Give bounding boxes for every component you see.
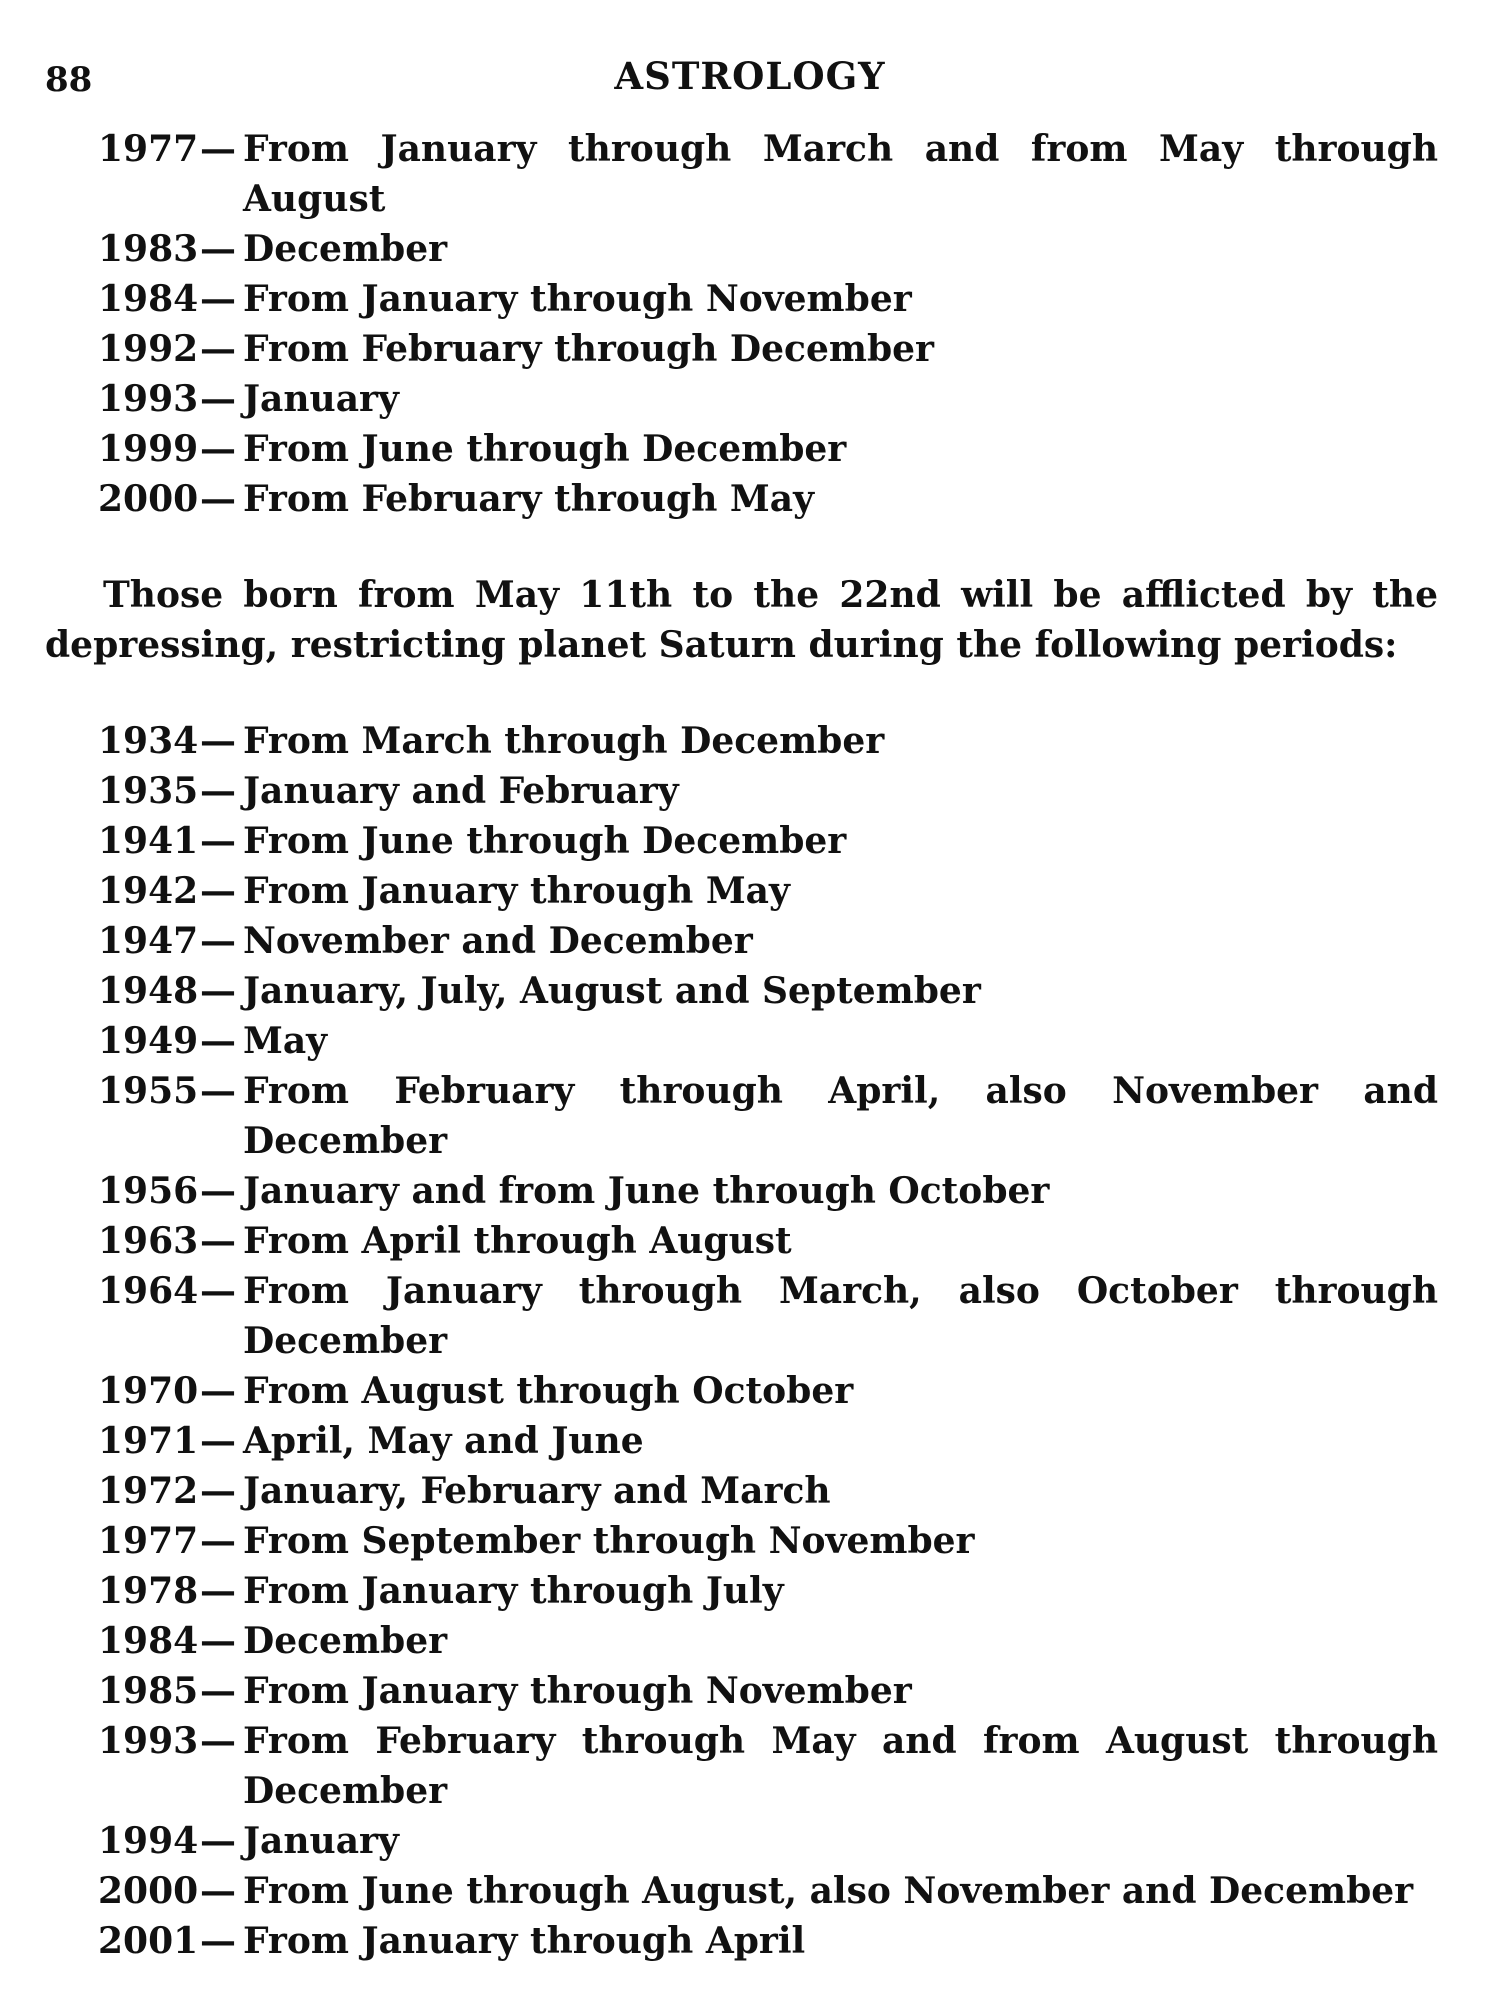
period-year: 1993 (98, 1720, 199, 1762)
period-entry (98, 1716, 1438, 1816)
page-number: 88 (45, 60, 93, 100)
period-year: 1948 (98, 970, 199, 1012)
period-entry (98, 1266, 1438, 1366)
period-description: From September through November (243, 1520, 975, 1562)
period-year: 1984 (98, 1620, 199, 1662)
period-entry (98, 916, 1438, 966)
period-year: 1978 (98, 1570, 199, 1612)
period-entry (98, 966, 1438, 1016)
period-description: From April through August (243, 1220, 792, 1262)
period-description: December (243, 228, 448, 270)
period-description: January (243, 1820, 399, 1862)
period-year: 1985 (98, 1670, 199, 1712)
running-head: ASTROLOGY (614, 54, 886, 98)
period-description: From January through November (243, 278, 912, 320)
em-dash: — (200, 1820, 236, 1862)
em-dash: — (200, 228, 236, 270)
period-entry (98, 1866, 1438, 1916)
em-dash: — (200, 1370, 236, 1412)
period-description: From February through April, also November and December (243, 1070, 1438, 1162)
em-dash: — (200, 128, 236, 170)
em-dash: — (200, 1720, 236, 1762)
period-year: 1977 (98, 128, 199, 170)
period-entry (98, 1066, 1438, 1166)
period-year: 1949 (98, 1020, 199, 1062)
em-dash: — (200, 478, 236, 520)
period-year: 1934 (98, 720, 199, 762)
periods-list-1 (98, 124, 1438, 524)
period-year: 1963 (98, 1220, 199, 1262)
period-entry (98, 324, 1438, 374)
period-description: January and from June through October (243, 1170, 1050, 1212)
period-description: From March through December (243, 720, 885, 762)
period-year: 1964 (98, 1270, 199, 1312)
period-year: 2000 (98, 1870, 199, 1912)
period-entry (98, 1416, 1438, 1466)
period-entry (98, 766, 1438, 816)
period-description: From June through August, also November and December (243, 1870, 1414, 1912)
em-dash: — (200, 970, 236, 1012)
period-description: From August through October (243, 1370, 854, 1412)
em-dash: — (200, 1520, 236, 1562)
period-description: From January through May (243, 870, 790, 912)
period-entry (98, 1816, 1438, 1866)
period-entry (98, 124, 1438, 224)
period-entry (98, 1166, 1438, 1216)
em-dash: — (200, 920, 236, 962)
period-year: 1970 (98, 1370, 199, 1412)
period-entry (98, 1466, 1438, 1516)
period-description: From January through July (243, 1570, 784, 1612)
period-year: 1955 (98, 1070, 199, 1112)
periods-list-2 (98, 716, 1438, 1966)
em-dash: — (200, 1170, 236, 1212)
em-dash: — (200, 1870, 236, 1912)
em-dash: — (200, 1020, 236, 1062)
period-description: January (243, 378, 399, 420)
period-entry (98, 474, 1438, 524)
period-description: From February through May (243, 478, 815, 520)
period-entry (98, 1016, 1438, 1066)
period-description: From January through March and from May through August (243, 128, 1438, 220)
period-year: 1972 (98, 1470, 199, 1512)
period-description: January, July, August and September (243, 970, 981, 1012)
em-dash: — (200, 1570, 236, 1612)
em-dash: — (200, 428, 236, 470)
period-entry (98, 866, 1438, 916)
em-dash: — (200, 870, 236, 912)
period-year: 1941 (98, 820, 199, 862)
period-entry (98, 424, 1438, 474)
period-entry (98, 1516, 1438, 1566)
period-entry (98, 1916, 1438, 1966)
period-year: 1999 (98, 428, 199, 470)
period-entry (98, 1566, 1438, 1616)
em-dash: — (200, 1620, 236, 1662)
em-dash: — (200, 820, 236, 862)
period-description: May (243, 1020, 328, 1062)
em-dash: — (200, 1670, 236, 1712)
period-year: 1971 (98, 1420, 199, 1462)
em-dash: — (200, 1420, 236, 1462)
period-entry (98, 374, 1438, 424)
period-year: 1956 (98, 1170, 199, 1212)
period-year: 1994 (98, 1820, 199, 1862)
period-entry (98, 816, 1438, 866)
period-year: 1993 (98, 378, 199, 420)
period-description: From June through December (243, 428, 847, 470)
period-description: November and December (243, 920, 753, 962)
period-entry (98, 274, 1438, 324)
intro-paragraph: Those born from May 11th to the 22nd will be afflicted by the depressing, restricting planet Saturn during the following periods: (45, 574, 1438, 666)
period-year: 1935 (98, 770, 199, 812)
period-year: 1992 (98, 328, 199, 370)
period-description: From January through November (243, 1670, 912, 1712)
em-dash: — (200, 1470, 236, 1512)
em-dash: — (200, 328, 236, 370)
period-year: 1942 (98, 870, 199, 912)
period-description: From February through May and from August through December (243, 1720, 1438, 1812)
em-dash: — (200, 378, 236, 420)
em-dash: — (200, 770, 236, 812)
period-year: 1984 (98, 278, 199, 320)
period-entry (98, 1666, 1438, 1716)
em-dash: — (200, 1270, 236, 1312)
period-description: April, May and June (243, 1420, 644, 1462)
period-entry (98, 1616, 1438, 1666)
period-year: 1977 (98, 1520, 199, 1562)
period-description: January, February and March (243, 1470, 831, 1512)
em-dash: — (200, 1220, 236, 1262)
period-description: From January through March, also October through December (243, 1270, 1438, 1362)
period-entry (98, 716, 1438, 766)
period-description: From February through December (243, 328, 934, 370)
em-dash: — (200, 1920, 236, 1962)
period-year: 1947 (98, 920, 199, 962)
period-description: From June through December (243, 820, 847, 862)
em-dash: — (200, 278, 236, 320)
period-entry (98, 1366, 1438, 1416)
period-year: 2001 (98, 1920, 199, 1962)
period-year: 2000 (98, 478, 199, 520)
em-dash: — (200, 1070, 236, 1112)
period-description: From January through April (243, 1920, 806, 1962)
period-entry (98, 1216, 1438, 1266)
period-description: December (243, 1620, 448, 1662)
period-year: 1983 (98, 228, 199, 270)
period-description: January and February (243, 770, 679, 812)
em-dash: — (200, 720, 236, 762)
period-entry (98, 224, 1438, 274)
